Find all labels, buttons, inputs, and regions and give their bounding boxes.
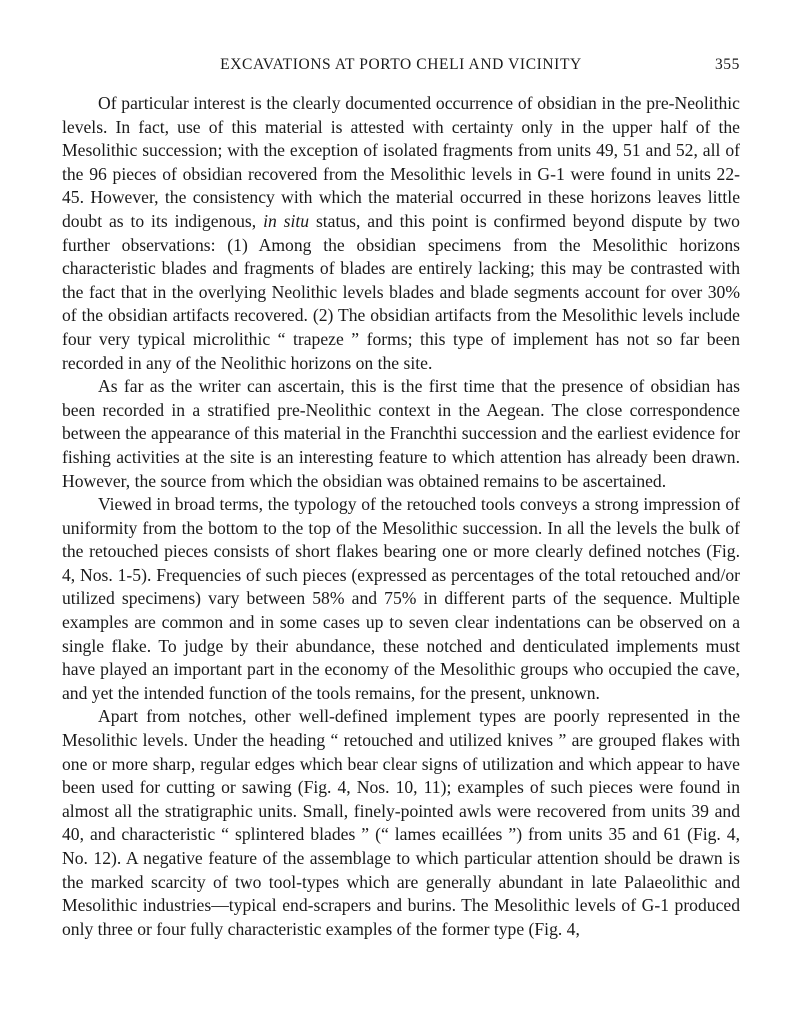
paragraph-obsidian-occurrence [62,92,740,375]
italic-term: in situ [263,210,310,231]
paragraph-implement-types: Apart from notches, other well-defined implement types are poorly represented in the Mesolithic levels. Under the heading “ retouched and utilized knives ” are grouped flakes with one or more sharp, regular edges which bear clear signs of utilization and which appear to have been used for cutting or sawing (Fig. 4, Nos. 10, 11); examples of such pieces were found in almost all the stratigraphic units. Small, finely-pointed awls were recovered from units 39 and 40, and characteristic “ splintered blades ” (“ lames ecaillées ”) from units 35 and 61 (Fig. 4, No. 12). A negative feature of the assemblage to which particular attention should be drawn is the marked scarcity of two tool-types which are generally abundant in late Palaeolithic and Mesolithic industries—typical end-scrapers and burins. The Mesolithic levels of G-1 produced only three or four fully characteristic examples of the former type (Fig. 4, [62,706,740,939]
running-head [62,52,740,80]
paragraph-text: Of particular interest is the clearly documented occurrence of obsidian in the pre-Neolithic levels. In fact, use of this material is attested with certainty only in the upper half of the Mesolithic succession; with the exception of isolated fragments from units 49, 51 and 52, all of the 96 pieces of obsidian recovered from the Mesolithic levels in G-1 were found in units 22-45. However, the consistency with which the material occurred in these horizons leaves little doubt as to its indigenous, [62,93,740,231]
page-number: 355 [714,56,740,73]
document-page [62,52,740,941]
paragraph-obsidian-source: As far as the writer can ascertain, this is the first time that the presence of obsidian has been recorded in a stratified pre-Neolithic context in the Aegean. The close correspondence between the appearance of this material in the Franchthi succession and the earliest evidence for fishing activities at the site is an interesting feature to which attention has already been drawn. However, the source from which the obsidian was obtained remains to be ascertained. [62,376,740,491]
paragraph-text: status, and this point is confirmed beyond dispute by two further observations: (1) Among the obsidian specimens from the Mesolithic horizons characteristic blades and fragments of blades are entirely lacking; this may be contrasted with the fact that in the overlying Neolithic levels blades and blade segments account for over 30% of the obsidian artifacts recovered. (2) The obsidian artifacts from the Mesolithic levels include four very typical microlithic “ trapeze ” forms; this type of implement has not so far been recorded in any of the Neolithic horizons on the site. [62,210,740,373]
running-title: EXCAVATIONS AT PORTO CHELI AND VICINITY [220,56,582,73]
body-text [62,92,740,941]
paragraph-retouched-tools: Viewed in broad terms, the typology of the retouched tools conveys a strong impression of uniformity from the bottom to the top of the Mesolithic succession. In all the levels the bulk of the retouched pieces consists of short flakes bearing one or more clearly defined notches (Fig. 4, Nos. 1-5). Frequencies of such pieces (expressed as percentages of the total retouched and/or utilized specimens) vary between 58% and 75% in different parts of the sequence. Multiple examples are common and in some cases up to seven clear indentations can be observed on a single flake. To judge by their abundance, these notched and denticulated implements must have played an important part in the economy of the Mesolithic groups who occupied the cave, and yet the intended function of the tools remains, for the present, unknown. [62,494,740,703]
